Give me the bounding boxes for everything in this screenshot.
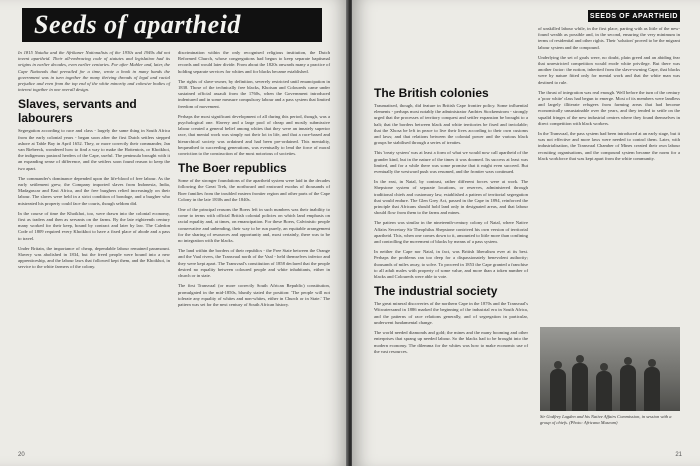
- paragraph: of unskilled labour while, in the first place, parting with as little of the new-found wealth as possible and, in the second, ensuring the very minimum in terms of residential and other rights. Their 'solution' proved to be the migrant labour system and the compound.: [538, 26, 680, 50]
- section-heading-slaves: Slaves, servants and labourers: [18, 97, 137, 126]
- right-column-1: [374, 84, 528, 359]
- left-page: [0, 0, 348, 466]
- left-column-1: [18, 50, 170, 275]
- paragraph: Perhaps the most significant development of all during this period, though, was a psychological one. Slavery and a large pool of cheap and mostly submissive labour created a general belief among whites that they were an innately superior race, that menial work was simply not their lot in life, and that a race-based and hierarchical society was ordained and had been pre-ordained. This mentality, bequeathed to succeeding generations, was eventually to lend the force of moral conviction to the construction of the most notorious of societies.: [178, 113, 330, 157]
- page-number: 21: [675, 452, 682, 458]
- paragraph: The first Transvaal (or more correctly South African Republic) constitution, promulgated in the mid-1850s, bluntly stated the position: 'The people will not tolerate any equality of whites and non-whites, either in Church or in State.' The pattern was set for the next century of South African history.: [178, 283, 330, 307]
- paragraph: The land within the borders of their republics - the Free State between the Orange and the Vaal rivers, the Transvaal north of the Vaal - held themselves inferior and they were kept apart. The Transvaal's constitution of 1858 declared that the people desired no equality between coloured people and white inhabitants, either in church or in state.: [178, 248, 330, 279]
- section-heading-british-colonies: The British colonies: [374, 86, 489, 100]
- paragraph: Under Britain, the importance of cheap, dependable labour remained paramount. Slavery was abolished in 1834, but the freed people were bound into a new apprenticeship, and the labour laws that followed kept them, and the Khoikhoi, in service to the white farmers of the colony.: [18, 245, 170, 270]
- paragraph: The world needed diamonds and gold; the mines and the many booming and other enterprises that sprang up needed labour. So the blacks had to be brought into the modern economy. The dilemma for the whites was how to make economic use of the vast resources.: [374, 330, 528, 354]
- paragraph: This 'treaty system' was at least a form of what we would now call apartheid of the grander kind, but in the nature of the times it was doomed. Its success at least was limited, and for a while there was some promise that it might even succeed. But eventually the westward push was resumed, and the frontier wars continued.: [374, 150, 528, 175]
- paragraph: In the course of time the Khoikhoi, too, were drawn into the colonial economy, first as traders and then as servants on the farms. By the late eighteenth century many worked for their keep, bound by contract and later by law. The Caledon Code of 1809 required every Khoikhoi to have a fixed place of abode and a pass to travel.: [18, 210, 170, 241]
- page-title: Seeds of apartheid: [34, 10, 241, 39]
- photo-caption: Sir Godfrey Lagden and his Native Affairs Commission, in session with a group of chiefs. (Photo: Africana Museum): [540, 414, 672, 425]
- page-number: 20: [18, 452, 25, 458]
- running-head: [588, 10, 680, 22]
- title-banner: [22, 8, 322, 42]
- paragraph: The rights of slave-owner, by definition, severely restricted until emancipation in 1838. Those of the technically free blacks, Khoisan and Coloureds came under sustained official assault from the 1760s, when the Government introduced indentured and in some measure compulsory labour and a pass system that limited freedom of movement.: [178, 78, 330, 109]
- paragraph: discrimination within the only recognised religious institution, the Dutch Reformed Church, whose congregations had begun to keep separate baptismal records and would later divide. From about the 1820s onwards many a practice of holding separate services for whites and for blacks became established.: [178, 50, 330, 74]
- right-column-2: [538, 26, 680, 166]
- paragraph: The thrust of integration was real enough. Well before the turn of the century a 'poor white' class had begun to emerge. Most of its members were landless and largely illiterate refugees from farming areas that had become economically unsustainable over the years, and they tended to settle on the squalid fringes of the new industrial centres where they found themselves in direct competition with black workers.: [538, 89, 680, 126]
- paragraph: Underlying the set of goals were, no doubt, plain greed and an abiding fear that unrestricted competition would erode white privilege. But there was another factor: the notion, inherited from the slave-owning Cape, that blacks were by nature fitted only for menial work and that the white man was destined to rule.: [538, 54, 680, 85]
- left-column-2: [178, 50, 330, 312]
- right-page: [352, 0, 700, 466]
- paragraph: Segregation according to race and class - largely the same thing in South Africa from the early colonial years - began soon after the first Dutch settlers stepped ashore at Table Bay in April 1652. They, or more correctly their commander, Jan van Riebeeck, wondered how to find a way to make the Hottentots, or Khoikhoi, the indigenous pastoral herders of the Cape, useful. The peninsula brought with it an expanding sense of difference, and the settlers soon found reason to keep the two apart.: [18, 128, 170, 171]
- paragraph: The great mineral discoveries of the northern Cape in the 1870s and the Transvaal's Witwatersrand in 1886 marked the beginning of the industrial era in South Africa, and the patterns of race relations generally, and of segregation in particular, underwent fundamental change.: [374, 301, 528, 325]
- paragraph: In the east, in Natal, by contrast, rather different forces were at work. The Shepstone system of separate locations, or reserves, administered through traditional chiefs and customary law, established a pattern of territorial segregation that would endure. The Glen Grey Act, passed in the Cape in 1894, reinforced the principle that Africans should hold land only in designated areas, and that labour should flow from them to the farms and mines.: [374, 179, 528, 216]
- historical-photo: [540, 327, 680, 411]
- paragraph: Some of the stronger foundations of the apartheid system were laid in the decades following the Great Trek, the northward and eastward exodus of thousands of Boer families from the troubled eastern frontier region and other parts of the Cape Colony in the late 1830s and the 1840s.: [178, 178, 330, 202]
- paragraph: The pattern was similar in the nineteenth-century colony of Natal, where Native Affairs Secretary Sir Theophilus Shepstone contrived his own version of territorial apartheid. This, when one comes down to it, amounted to little more than confining and controlling the movement of blacks by means of a pass system.: [374, 220, 528, 245]
- paragraph: One of the principal reasons the Boers left in such numbers was their inability to come to terms with official British colonial policies on which land emphasis on racial equality and, at times, on emancipation. For these Boers, Calvinistic people conservative and unbending, their way to be run purely, an equitable arrangement for the sharing of resources and opportunity and, most certainly, there was to be no integration with the blacks.: [178, 207, 330, 244]
- section-heading-boer-republics: The Boer republics: [178, 161, 287, 176]
- paragraph: The commander's dominance depended upon the life-blood of free labour. As the early settlement grew, the Company imported slaves from Indonesia, India, Madagascar and East Africa, and the free burghers relied increasingly on their labour. The slaves were held in a strict condition of bondage, and a burgher who mistreated his property could face the courts, though seldom did.: [18, 175, 170, 206]
- intro-paragraph: In 1815 Natalia and the Afrikaner Nationalists of the 1930s and 1940s did not invent apartheid. Their all-embracing code of statutes and legislation had its origins in earlier decades, even earlier centuries. For after Mahler and, later, the Cape Nationals that prevailed for a time, wrote a book in many hands the government was in turn together the many thriving threads of legal and racial prejudice and even from the top end of the white minority and cohesive bodies of interest together in one overall design.: [18, 50, 170, 93]
- paragraph: Traumatised, though, did feature in British Cape frontier policy. Some influential elements - perhaps most notably the administrator Andries Stockenstrom - strongly urged that the processes of territory conquest and settler expansion be brought to a halt; that the borders between black and white territories be fixed and inviolable; that the Xhosa be left in peace to live their lives according to their own customs and laws; and that relations between the colonial power and the various black groups be stabilised through a series of treaties.: [374, 103, 528, 146]
- paragraph: In neither the Cape nor Natal, in fact, was British liberalism ever at its best. Perhaps the problems ran too deep for a dispassionately benevolent authority; thousands of miles away, to solve. To proceed in 1853 the Cape granted a franchise to all adult males with property of some value, and more than a token number of blacks and Coloureds were able to vote.: [374, 249, 528, 280]
- paragraph: In the Transvaal, the pass system had been introduced at an early stage, but it was not effective and more laws were needed to control them. Later, with industrialisation, the Transvaal Chamber of Mines created their own labour recruiting organisations, and the compound system became the norm for a black workforce that was kept apart from the white community.: [538, 131, 680, 161]
- section-heading-industrial-society: The industrial society: [374, 284, 498, 299]
- running-head-text: SEEDS OF APARTHEID: [589, 12, 679, 20]
